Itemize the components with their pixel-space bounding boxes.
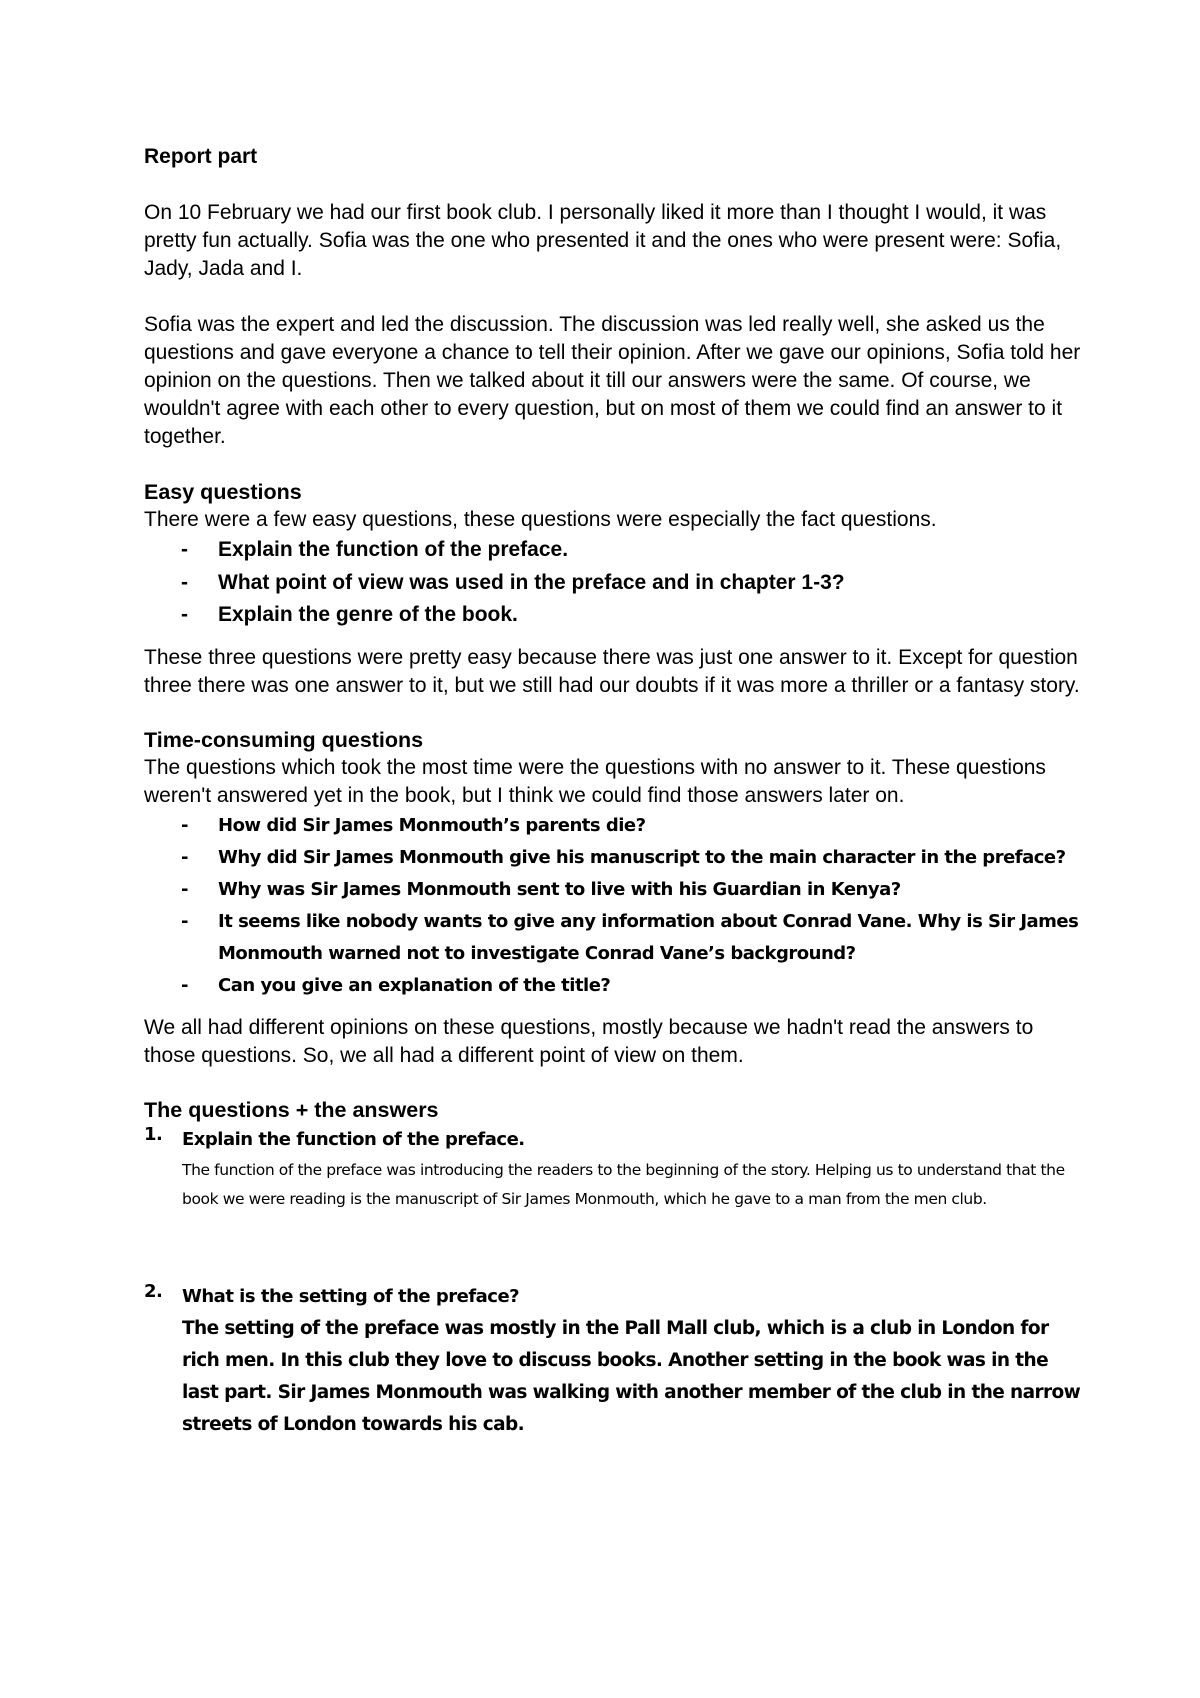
report-title: Report part [144, 145, 258, 168]
list-item-text: Can you give an explanation of the title? [218, 974, 611, 996]
easy-questions-heading: Easy questions [144, 480, 302, 504]
qa-number: 1. [144, 1123, 163, 1145]
dash-bullet: - [181, 814, 188, 836]
dash-bullet: - [181, 570, 188, 594]
list-item [144, 567, 1084, 600]
qa-number: 2. [144, 1280, 163, 1302]
list-item-text: How did Sir James Monmouth’s parents die? [218, 814, 646, 836]
qa-item [144, 1281, 1084, 1441]
list-item [144, 842, 1084, 874]
qa-answer: The setting of the preface was mostly in the Pall Mall club, which is a club in London for rich men. In this club they love to discuss books. Another setting in the book was in the last part. Sir James Monmouth was walking with another member of the club in the narrow streets of London towards his cab. [182, 1317, 1081, 1435]
dash-bullet: - [181, 846, 188, 868]
list-item-text: Why did Sir James Monmouth give his manuscript to the main character in the preface? [218, 846, 1066, 868]
list-item [144, 810, 1084, 842]
qa-list [144, 1124, 1084, 1441]
list-item-text: Explain the function of the preface. [218, 538, 569, 561]
time-consuming-conclusion: We all had different opinions on these questions, mostly because we hadn't read the answers to those questions. So, we all had a different point of view on them. [144, 1015, 1034, 1067]
time-consuming-intro: The questions which took the most time were the questions with no answer to it. These questions weren't answered yet in the book, but I think we could find those answers later on. [144, 755, 1046, 807]
time-consuming-heading: Time-consuming questions [144, 727, 424, 752]
document-body [144, 143, 1084, 1441]
easy-questions-intro: There were a few easy questions, these questions were especially the fact questions. [144, 508, 937, 531]
qa-answer: The function of the preface was introducing the readers to the beginning of the story. Helping us to understand that the book we were reading is the manuscript of Sir James Monmouth, which he gave to a man from the men club. [182, 1160, 1065, 1208]
intro-paragraph: Sofia was the expert and led the discussion. The discussion was led really well, she asked us the questions and gave everyone a chance to tell their opinion. After we gave our opinions, Sofia told her opinion on the questions. Then we talked about it till our answers were the same. Of course, we wouldn't agree with each other to every question, but on most of them we could find an answer to it together. [144, 313, 1081, 448]
list-item [144, 599, 1084, 632]
qa-item [144, 1124, 1084, 1215]
dash-bullet: - [181, 974, 188, 996]
list-item [144, 906, 1084, 970]
easy-questions-list [144, 534, 1084, 632]
easy-questions-conclusion: These three questions were pretty easy because there was just one answer to it. Except for question three there was one answer to it, but we still had our doubts if it was more a thriller or a fantasy story. [144, 645, 1080, 697]
list-item [144, 534, 1084, 567]
dash-bullet: - [181, 910, 188, 932]
list-item [144, 970, 1084, 1002]
list-item-text: What point of view was used in the preface and in chapter 1-3? [218, 570, 845, 594]
dash-bullet: - [181, 878, 188, 900]
list-item-text: Explain the genre of the book. [218, 603, 518, 626]
qa-question: What is the setting of the preface? [182, 1285, 520, 1307]
dash-bullet: - [181, 603, 188, 626]
dash-bullet: - [181, 538, 188, 561]
intro-paragraph: On 10 February we had our first book club. I personally liked it more than I thought I would, it was pretty fun actually. Sofia was the one who presented it and the ones who were present were: Sofia, Jady, Jada and I. [144, 201, 1062, 280]
qa-heading: The questions + the answers [144, 1097, 439, 1122]
list-item-text: It seems like nobody wants to give any information about Conrad Vane. Why is Sir James Monmouth warned not to investigate Conrad Vane’s background? [218, 910, 1079, 964]
list-item [144, 874, 1084, 906]
qa-question: Explain the function of the preface. [182, 1128, 525, 1150]
time-consuming-list [144, 810, 1084, 1002]
list-item-text: Why was Sir James Monmouth sent to live with his Guardian in Kenya? [218, 878, 901, 900]
